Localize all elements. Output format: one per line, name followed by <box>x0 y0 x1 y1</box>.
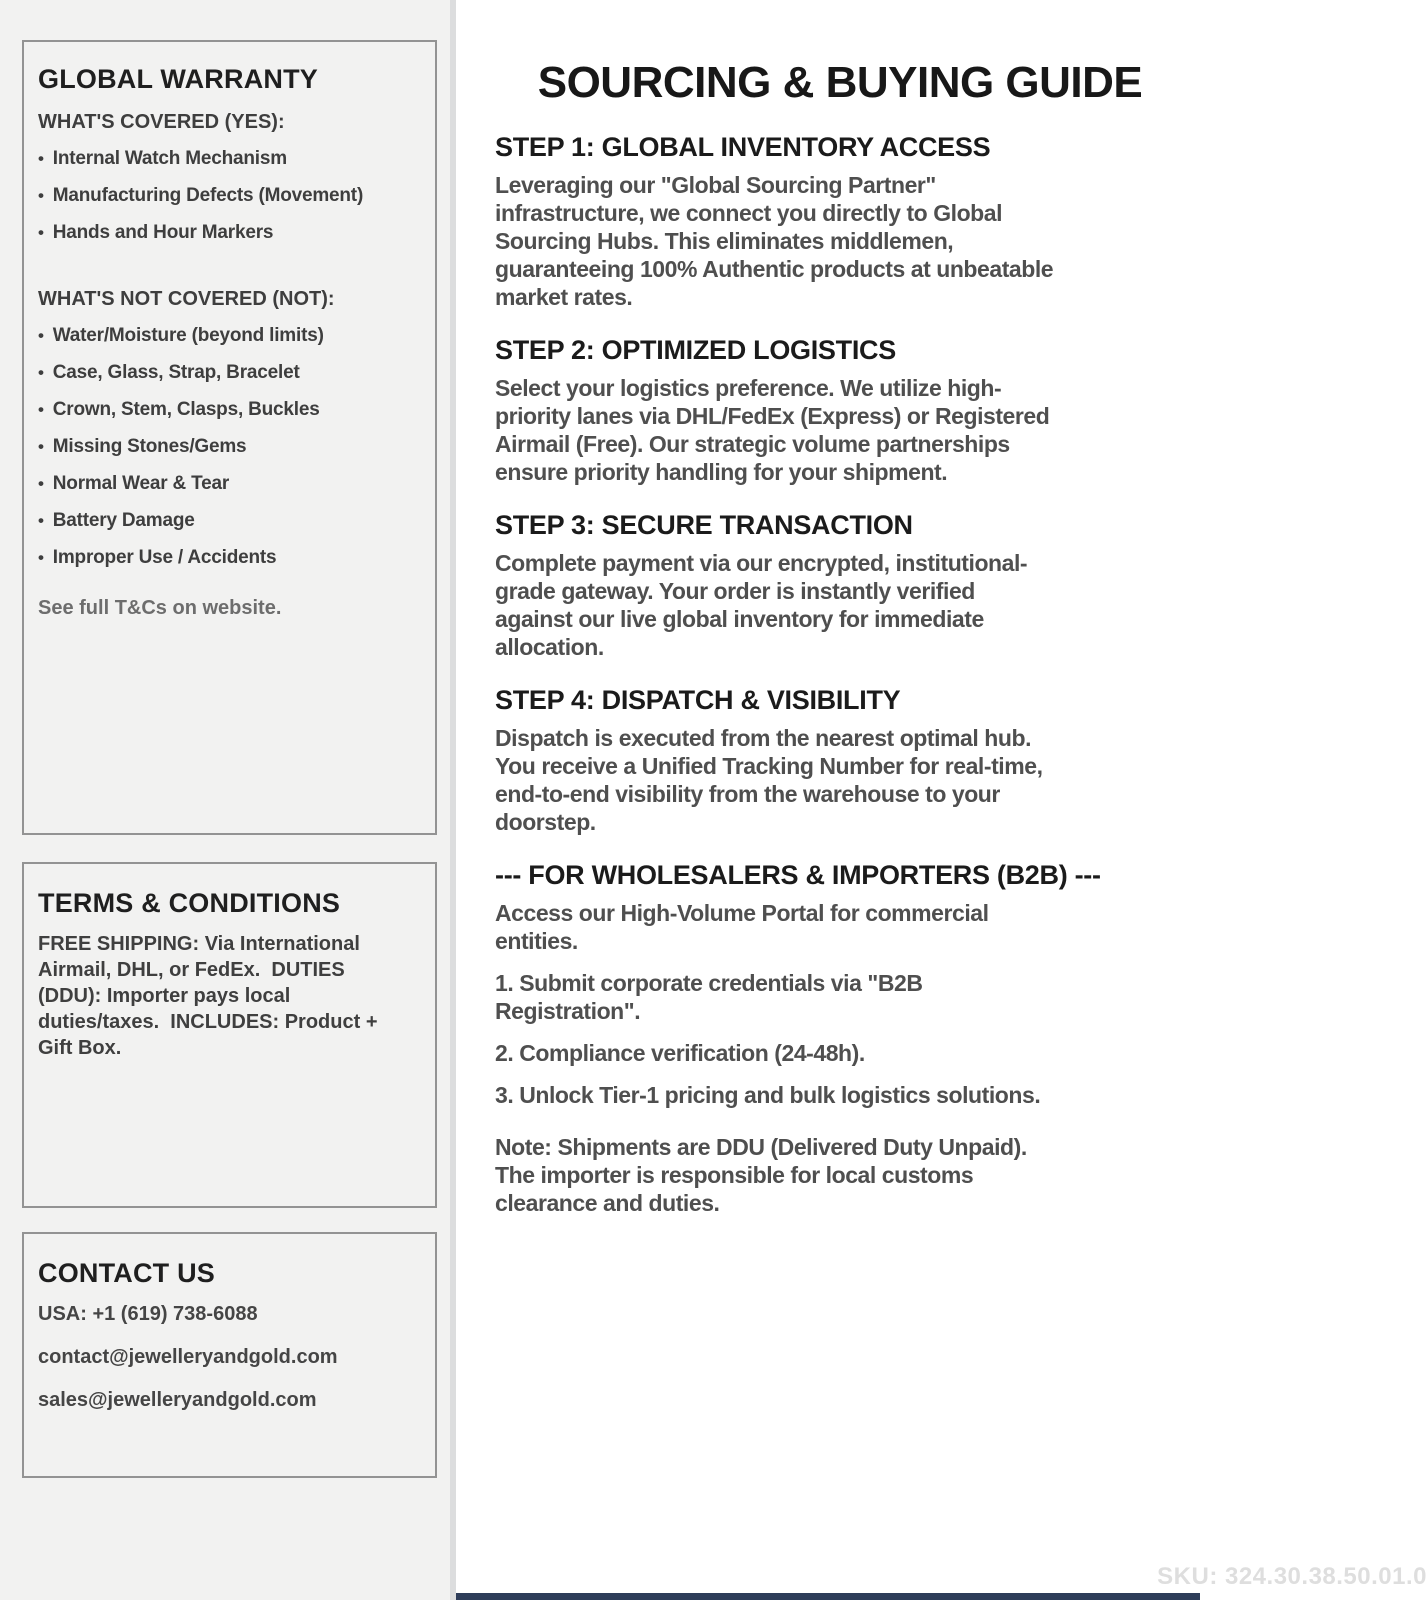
bullet-icon: • <box>38 223 44 242</box>
list-item-label: Case, Glass, Strap, Bracelet <box>52 362 300 383</box>
bullet-icon: • <box>38 363 44 382</box>
step-2-section <box>495 335 1200 486</box>
bullet-icon: • <box>38 437 44 456</box>
b2b-intro: Access our High-Volume Portal for commercial entities. <box>495 900 989 954</box>
contact-title: CONTACT US <box>38 1258 215 1288</box>
list-item <box>38 148 409 170</box>
terms-footnote: See full T&Cs on website. <box>38 597 282 619</box>
step-2-heading: STEP 2: OPTIMIZED LOGISTICS <box>495 335 896 365</box>
bullet-icon: • <box>38 511 44 530</box>
covered-list <box>38 148 409 244</box>
list-item <box>38 399 409 421</box>
contact-box <box>22 1232 437 1478</box>
covered-heading: WHAT'S COVERED (YES): <box>38 111 285 133</box>
list-item-label: Internal Watch Mechanism <box>52 148 287 169</box>
terms-body: FREE SHIPPING: Via International Airmail, DHL, or FedEx. DUTIES (DDU): Importer pays local duties/taxes. INCLUDES: Product + Gift Box. <box>38 933 378 1059</box>
bullet-icon: • <box>38 149 44 168</box>
list-item-label: Crown, Stem, Clasps, Buckles <box>52 399 320 420</box>
list-item-label: Hands and Hour Markers <box>52 222 274 243</box>
b2b-heading: --- FOR WHOLESALERS & IMPORTERS (B2B) --- <box>495 860 1101 890</box>
step-1-heading: STEP 1: GLOBAL INVENTORY ACCESS <box>495 132 991 162</box>
step-3-section <box>495 510 1200 661</box>
list-item-label: Water/Moisture (beyond limits) <box>52 325 324 346</box>
contact-phone: USA: +1 (619) 738-6088 <box>38 1303 258 1325</box>
bullet-icon: • <box>38 400 44 419</box>
list-item <box>38 436 409 458</box>
page-title: SOURCING & BUYING GUIDE <box>537 58 1143 107</box>
info-sidebar <box>0 0 456 1600</box>
terms-box <box>22 862 437 1208</box>
list-item <box>38 185 409 207</box>
warranty-box <box>22 40 437 835</box>
b2b-step-1: 1. Submit corporate credentials via "B2B Registration". <box>495 970 923 1024</box>
contact-email: contact@jewelleryandgold.com <box>38 1346 338 1368</box>
step-3-body: Complete payment via our encrypted, institutional-grade gateway. Your order is instantly verified against our live global inventory for immediate allocation. <box>495 550 1028 660</box>
step-4-body: Dispatch is executed from the nearest optimal hub. You receive a Unified Tracking Number for real-time, end-to-end visibility from the warehouse to your doorstep. <box>495 725 1043 835</box>
terms-title: TERMS & CONDITIONS <box>38 888 341 918</box>
list-item-label: Manufacturing Defects (Movement) <box>52 185 364 206</box>
list-item <box>38 222 409 244</box>
sales-email: sales@jewelleryandgold.com <box>38 1389 317 1411</box>
bullet-icon: • <box>38 186 44 205</box>
b2b-step-3: 3. Unlock Tier-1 pricing and bulk logistics solutions. <box>495 1082 1041 1108</box>
list-item <box>38 473 409 495</box>
bullet-icon: • <box>38 474 44 493</box>
step-4-section <box>495 685 1200 836</box>
b2b-step-2: 2. Compliance verification (24-48h). <box>495 1040 865 1066</box>
footer-bar <box>456 1593 1200 1600</box>
list-item-label: Normal Wear & Tear <box>52 473 230 494</box>
sku-label: SKU: 324.30.38.50.01.0 <box>1157 1563 1427 1590</box>
list-item <box>38 362 409 384</box>
bullet-icon: • <box>38 548 44 567</box>
list-item-label: Missing Stones/Gems <box>52 436 247 457</box>
b2b-section <box>495 860 1200 1217</box>
sourcing-guide <box>462 0 1200 1600</box>
list-item <box>38 325 409 347</box>
step-3-heading: STEP 3: SECURE TRANSACTION <box>495 510 913 540</box>
warranty-title: GLOBAL WARRANTY <box>38 64 318 94</box>
not-covered-heading: WHAT'S NOT COVERED (NOT): <box>38 288 335 310</box>
list-item <box>38 510 409 532</box>
not-covered-list <box>38 325 409 569</box>
list-item-label: Battery Damage <box>52 510 195 531</box>
step-4-heading: STEP 4: DISPATCH & VISIBILITY <box>495 685 901 715</box>
ddu-note: Note: Shipments are DDU (Delivered Duty Unpaid). The importer is responsible for local customs clearance and duties. <box>495 1134 1027 1216</box>
list-item <box>38 547 409 569</box>
step-1-body: Leveraging our "Global Sourcing Partner" infrastructure, we connect you directly to Global Sourcing Hubs. This eliminates middlemen, guaranteeing 100% Authentic products at unbeatable market rates. <box>495 172 1054 310</box>
list-item-label: Improper Use / Accidents <box>52 547 277 568</box>
step-2-body: Select your logistics preference. We utilize high-priority lanes via DHL/FedEx (Express) or Registered Airmail (Free). Our strategic volume partnerships ensure priority handling for your shipment. <box>495 375 1050 485</box>
bullet-icon: • <box>38 326 44 345</box>
step-1-section <box>495 132 1200 311</box>
